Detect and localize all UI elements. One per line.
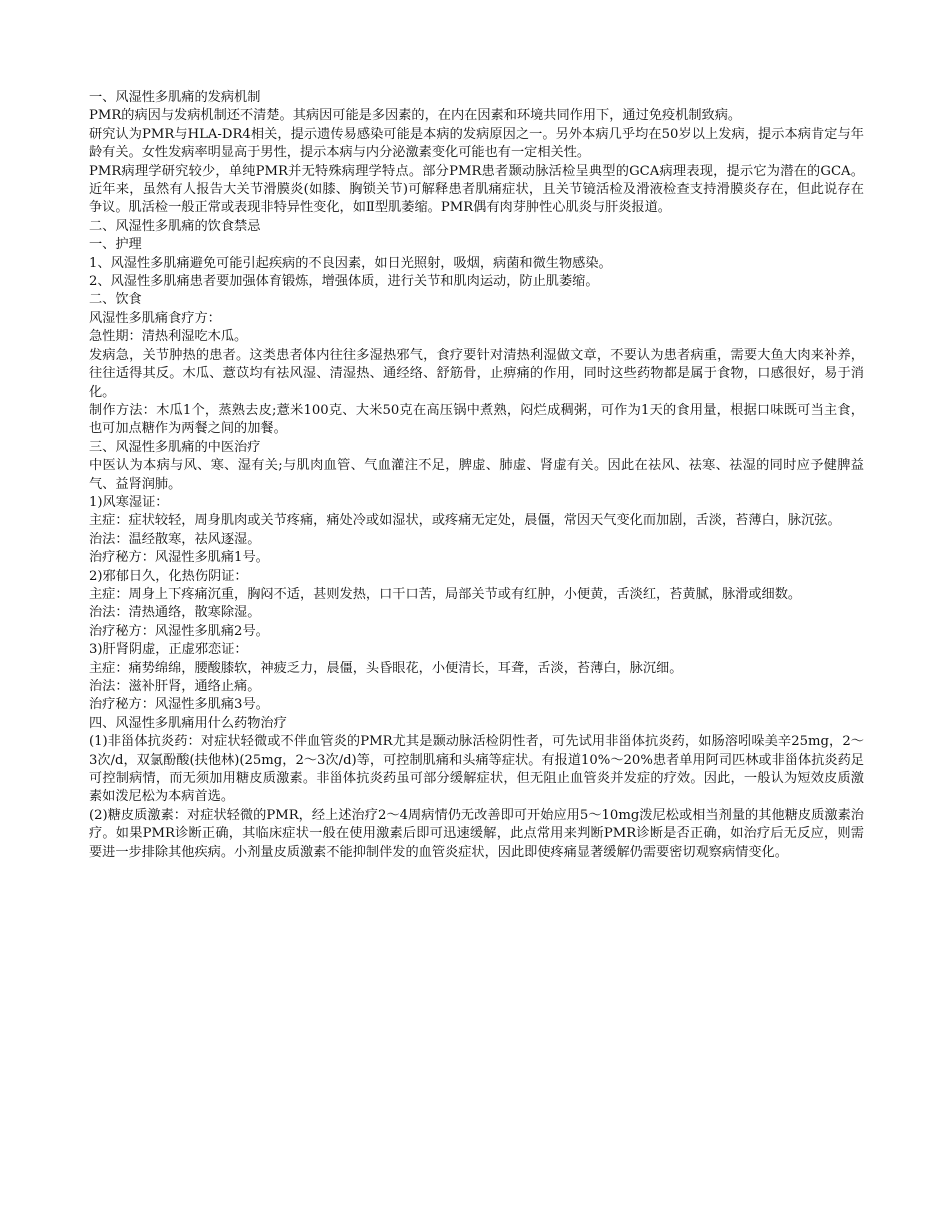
subheading-care: 一、护理 — [89, 237, 142, 253]
paragraph: 研究认为PMR与HLA-DR4相关，提示遗传易感染可能是本病的发病原因之一。另外本病几乎均在50岁以上发病，提示本病肯定与年龄有关。女性发病率明显高于男性，提示本病与内分泌激素变化可能也有一定相关性。 — [89, 126, 864, 161]
paragraph: PMR病理学研究较少，单纯PMR并无特殊病理学特点。部分PMR患者颞动脉活检呈典型的GCA病理表现，提示它为潜在的GCA。近年来，虽然有人报告大关节滑膜炎(如膝、胸锁关节)可解释患者肌痛症状，且关节镜活检及滑液检查支持滑膜炎存在，但此说存在争议。肌活检一般正常或表现非特异性变化，如Ⅱ型肌萎缩。PMR偶有肉芽肿性心肌炎与肝炎报道。 — [89, 163, 864, 216]
paragraph: 中医认为本病与风、寒、湿有关;与肌肉血管、气血灌注不足，脾虚、肺虚、肾虚有关。因此在祛风、祛寒、祛湿的同时应予健脾益气、益肾润肺。 — [89, 458, 864, 492]
paragraph: 治疗秘方：风湿性多肌痛1号。 — [89, 550, 269, 566]
paragraph: (1)非甾体抗炎药：对症状轻微或不伴血管炎的PMR尤其是颞动脉活检阴性者，可先试用非甾体抗炎药，如肠溶吲哚美辛25mg，2～3次/d，双氯酚酸(扶他林)(25mg，2～3次/d)等，可控制肌痛和头痛等症状。有报道10%～20%患者单用阿司匹林或非甾体抗炎药足可控制病情，而无须加用糖皮质激素。非甾体抗炎药虽可部分缓解症状，但无阻止血管炎并发症的疗效。因此，一般认为短效皮质激素如泼尼松为本病首选。 — [89, 734, 864, 805]
document-body — [89, 89, 864, 862]
paragraph: PMR的病因与发病机制还不清楚。其病因可能是多因素的，在内在因素和环境共同作用下，通过免疫机制致病。 — [89, 108, 742, 124]
syndrome-heading: 2)邪郁日久，化热伤阴证： — [89, 568, 248, 584]
paragraph: 治疗秘方：风湿性多肌痛3号。 — [89, 697, 269, 713]
section-heading-drugs: 四、风湿性多肌痛用什么药物治疗 — [89, 715, 287, 731]
section-heading-tcm: 三、风湿性多肌痛的中医治疗 — [89, 439, 261, 455]
paragraph: 治疗秘方：风湿性多肌痛2号。 — [89, 623, 269, 639]
paragraph: (2)糖皮质激素：对症状轻微的PMR，经上述治疗2～4周病情仍无改善即可开始应用5～10mg泼尼松或相当剂量的其他糖皮质激素治疗。如果PMR诊断正确，其临床症状一般在使用激素后即可迅速缓解，此点常用来判断PMR诊断是否正确，如治疗后无反应，则需要进一步排除其他疾病。小剂量皮质激素不能抑制伴发的血管炎症状，因此即使疼痛显著缓解仍需要密切观察病情变化。 — [89, 807, 864, 860]
list-item: 1、风湿性多肌痛避免可能引起疾病的不良因素，如日光照射，吸烟，病菌和微生物感染。 — [89, 255, 612, 271]
paragraph: 发病急，关节肿热的患者。这类患者体内往往多湿热邪气，食疗要针对清热利湿做文章，不要认为患者病重，需要大鱼大肉来补养，往往适得其反。木瓜、薏苡均有祛风湿、清湿热、通经络、舒筋骨，止痹痛的作用，同时这些药物都是属于食物，口感很好，易于消化。 — [89, 347, 864, 400]
syndrome-heading: 1)风寒湿证： — [89, 494, 169, 510]
paragraph: 治法：温经散寒，祛风逐湿。 — [89, 531, 261, 547]
section-heading-pathogenesis: 一、风湿性多肌痛的发病机制 — [89, 90, 261, 105]
paragraph: 制作方法：木瓜1个，蒸熟去皮;薏米100克、大米50克在高压锅中煮熟，闷烂成稠粥，可作为1天的食用量，根据口味既可当主食，也可加点糖作为两餐之间的加餐。 — [89, 402, 864, 437]
paragraph: 主症：症状较轻，周身肌肉或关节疼痛，痛处冷或如湿状，或疼痛无定处，晨僵，常因天气变化而加剧，舌淡，苔薄白，脉沉弦。 — [89, 513, 841, 529]
paragraph: 风湿性多肌痛食疗方： — [89, 310, 221, 326]
list-item: 2、风湿性多肌痛患者要加强体育锻炼，增强体质，进行关节和肌肉运动，防止肌萎缩。 — [89, 274, 599, 290]
section-heading-diet: 二、风湿性多肌痛的饮食禁忌 — [89, 218, 261, 234]
paragraph: 治法：清热通络，散寒除湿。 — [89, 605, 261, 621]
paragraph: 治法：滋补肝肾，通络止痛。 — [89, 679, 261, 694]
paragraph: 主症：周身上下疼痛沉重，胸闷不适，甚则发热，口干口苦，局部关节或有红肿，小便黄，舌淡红，苔黄腻，脉滑或细数。 — [89, 586, 802, 602]
syndrome-heading: 3)肝肾阴虚，正虚邪恋证： — [89, 642, 248, 658]
paragraph: 主症：痛势绵绵，腰酸膝软，神疲乏力，晨僵，头昏眼花，小便清长，耳聋，舌淡，苔薄白，脉沉细。 — [89, 660, 683, 676]
paragraph: 急性期：清热利湿吃木瓜。 — [89, 329, 248, 345]
subheading-diet: 二、饮食 — [89, 292, 142, 308]
